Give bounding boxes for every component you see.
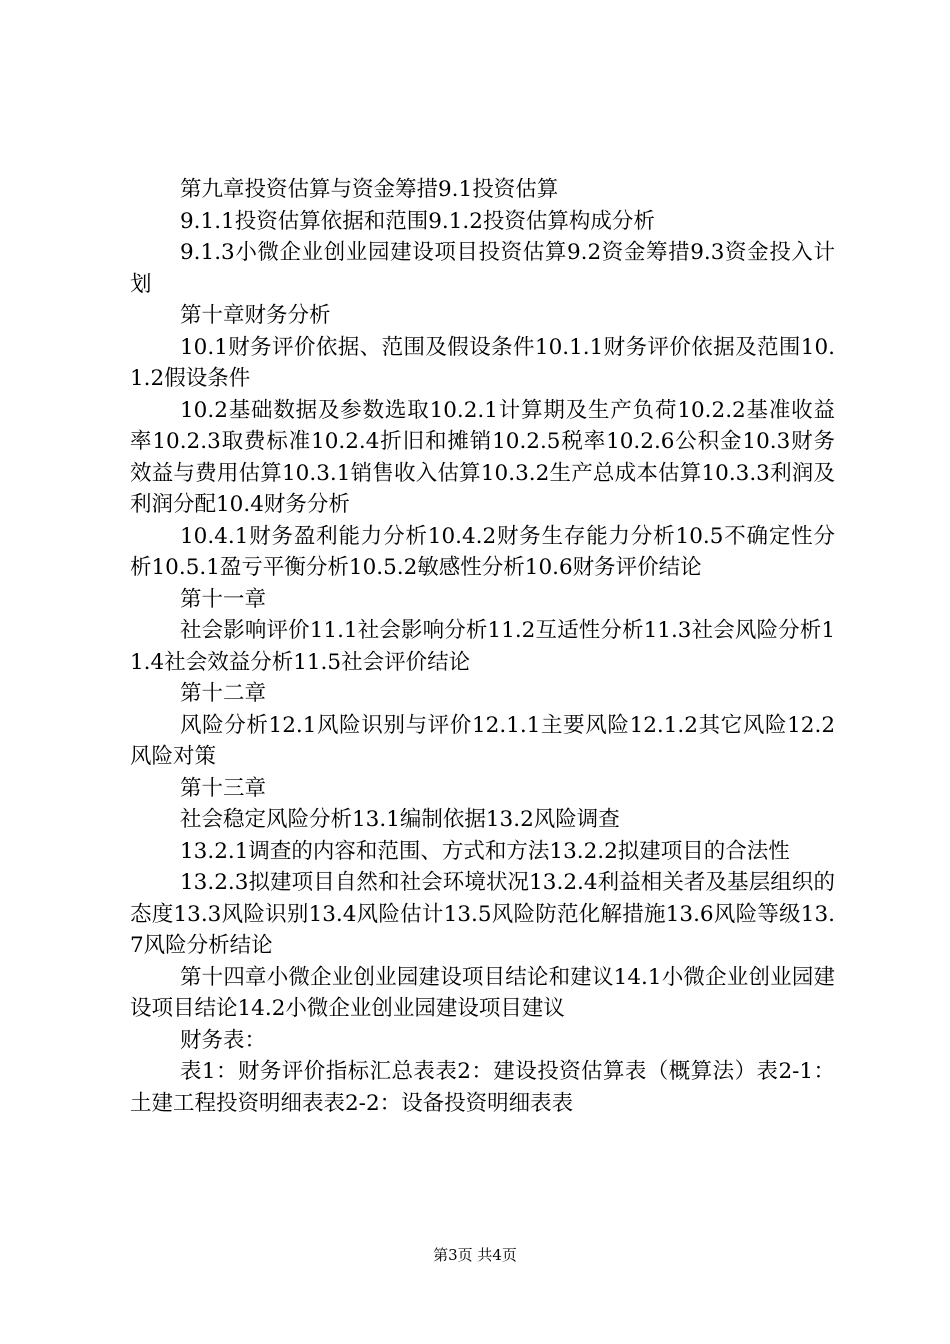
paragraph-ch11-title: 第十一章 [180, 586, 267, 612]
paragraph-ch10-title: 第十章财务分析 [180, 303, 331, 328]
paragraph-ch11-body: 社会影响评价11.1社会影响分析11.2互适性分析11.3社会风险分析11.4社会效益分析11.5社会评价结论 [130, 618, 835, 675]
paragraph-financial-tables-list: 表1：财务评价指标汇总表表2：建设投资估算表（概算法）表2-1：土建工程投资明细表表2-2：设备投资明细表表 [130, 1059, 835, 1116]
document-body [130, 174, 835, 1119]
paragraph-ch12-title: 第十二章 [180, 681, 267, 706]
paragraph-9-1-3: 9.1.3小微企业创业园建设项目投资估算9.2资金筹措9.3资金投入计划 [130, 240, 835, 297]
paragraph-13-2-3: 13.2.3拟建项目自然和社会环境状况13.2.4利益相关者及基层组织的态度13.3风险识别13.4风险估计13.5风险防范化解措施13.6风险等级13.7风险分析结论 [130, 870, 835, 958]
page-number-footer: 第3页 共4页 [433, 1246, 517, 1264]
paragraph-10-4-1: 10.4.1财务盈利能力分析10.4.2财务生存能力分析10.5不确定性分析10.5.1盈亏平衡分析10.5.2敏感性分析10.6财务评价结论 [130, 523, 835, 580]
paragraph-ch12-body: 风险分析12.1风险识别与评价12.1.1主要风险12.1.2其它风险12.2风险对策 [130, 712, 835, 769]
paragraph-10-2: 10.2基础数据及参数选取10.2.1计算期及生产负荷10.2.2基准收益率10.2.3取费标准10.2.4折旧和摊销10.2.5税率10.2.6公积金10.3财务效益与费用估算10.3.1销售收入估算10.3.2生产总成本估算10.3.3利润及利润分配10.4财务分析 [130, 397, 835, 517]
paragraph-ch13-title: 第十三章 [180, 775, 267, 801]
paragraph-13-2-1: 13.2.1调查的内容和范围、方式和方法13.2.2拟建项目的合法性 [180, 838, 790, 864]
paragraph-ch13-body: 社会稳定风险分析13.1编制依据13.2风险调查 [180, 807, 620, 832]
paragraph-financial-tables-heading: 财务表： [180, 1027, 267, 1053]
paragraph-9-1-1: 9.1.1投资估算依据和范围9.1.2投资估算构成分析 [180, 208, 655, 234]
paragraph-ch14: 第十四章小微企业创业园建设项目结论和建议14.1小微企业创业园建设项目结论14.2小微企业创业园建设项目建议 [130, 964, 835, 1021]
paragraph-10-1: 10.1财务评价依据、范围及假设条件10.1.1财务评价依据及范围10.1.2假设条件 [130, 334, 835, 391]
paragraph-ch9-title: 第九章投资估算与资金筹措9.1投资估算 [180, 177, 559, 202]
